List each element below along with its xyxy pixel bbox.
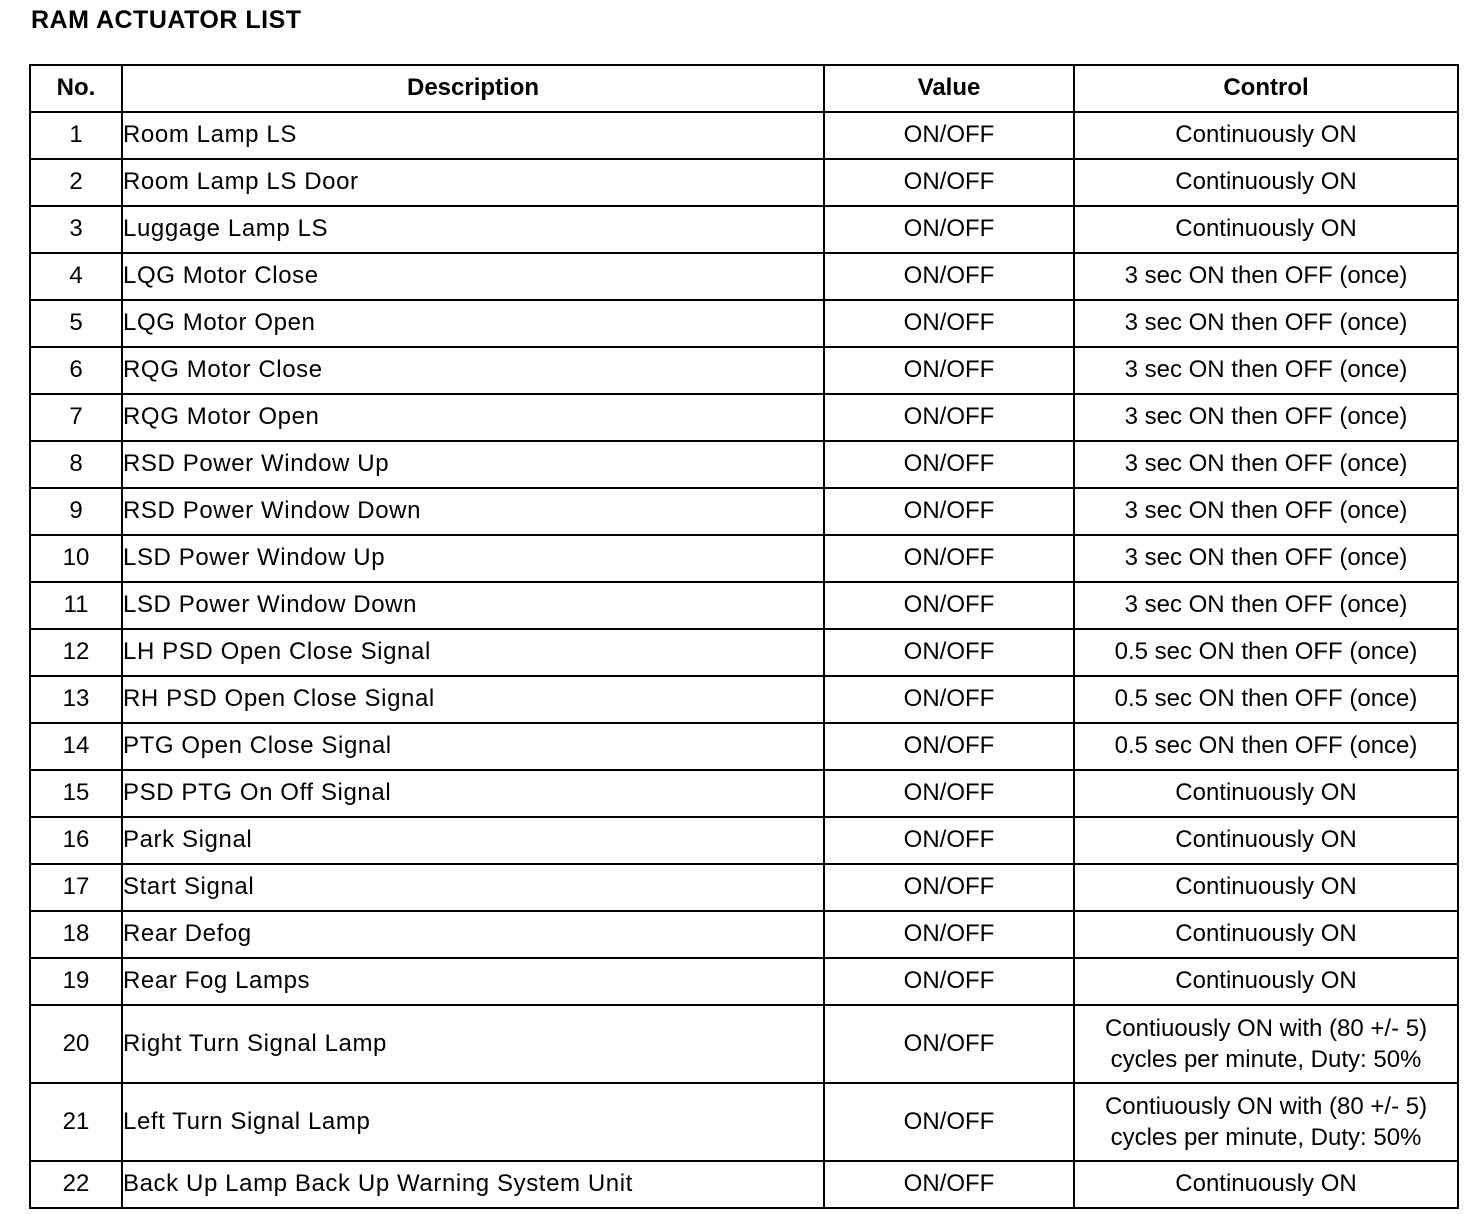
- row-control: 0.5 sec ON then OFF (once): [1074, 676, 1458, 723]
- row-number: 9: [30, 488, 122, 535]
- table-row: [30, 112, 1458, 159]
- row-value: ON/OFF: [824, 582, 1074, 629]
- row-value: ON/OFF: [824, 1161, 1074, 1208]
- row-number: 12: [30, 629, 122, 676]
- row-control: Continuously ON: [1074, 112, 1458, 159]
- row-number: 1: [30, 112, 122, 159]
- actuator-table: [29, 64, 1459, 1209]
- table-row: [30, 770, 1458, 817]
- row-control: 3 sec ON then OFF (once): [1074, 253, 1458, 300]
- row-number: 3: [30, 206, 122, 253]
- table-row: [30, 394, 1458, 441]
- row-description: RH PSD Open Close Signal: [122, 676, 824, 723]
- row-number: 15: [30, 770, 122, 817]
- row-value: ON/OFF: [824, 347, 1074, 394]
- row-control: Continuously ON: [1074, 206, 1458, 253]
- row-description: Rear Defog: [122, 911, 824, 958]
- row-value: ON/OFF: [824, 488, 1074, 535]
- row-control: [1074, 1005, 1458, 1083]
- row-description: PTG Open Close Signal: [122, 723, 824, 770]
- row-number: 21: [30, 1083, 122, 1161]
- header-no: No.: [30, 65, 122, 112]
- row-control-line: Contiuously ON with (80 +/- 5): [1104, 1014, 1428, 1042]
- table-row: [30, 911, 1458, 958]
- row-description: Luggage Lamp LS: [122, 206, 824, 253]
- row-description: RQG Motor Open: [122, 394, 824, 441]
- row-description: Park Signal: [122, 817, 824, 864]
- row-description: Room Lamp LS: [122, 112, 824, 159]
- row-control: 3 sec ON then OFF (once): [1074, 394, 1458, 441]
- table-row: [30, 676, 1458, 723]
- table-row: [30, 535, 1458, 582]
- row-value: ON/OFF: [824, 676, 1074, 723]
- table-row: [30, 723, 1458, 770]
- row-value: ON/OFF: [824, 112, 1074, 159]
- row-control: [1074, 1083, 1458, 1161]
- row-description: Room Lamp LS Door: [122, 159, 824, 206]
- row-description: RSD Power Window Up: [122, 441, 824, 488]
- row-number: 6: [30, 347, 122, 394]
- row-control-line: cycles per minute, Duty: 50%: [1110, 1046, 1422, 1073]
- row-control: Continuously ON: [1074, 1161, 1458, 1208]
- row-value: ON/OFF: [824, 253, 1074, 300]
- row-value: ON/OFF: [824, 958, 1074, 1005]
- row-number: 10: [30, 535, 122, 582]
- table-header-row: [30, 65, 1458, 112]
- row-number: 22: [30, 1161, 122, 1208]
- row-value: ON/OFF: [824, 300, 1074, 347]
- row-control: Continuously ON: [1074, 770, 1458, 817]
- row-number: 7: [30, 394, 122, 441]
- row-control: 3 sec ON then OFF (once): [1074, 300, 1458, 347]
- row-description: RQG Motor Close: [122, 347, 824, 394]
- row-number: 17: [30, 864, 122, 911]
- row-number: 11: [30, 582, 122, 629]
- row-description: LQG Motor Close: [122, 253, 824, 300]
- row-value: ON/OFF: [824, 817, 1074, 864]
- row-control-line: Contiuously ON with (80 +/- 5): [1104, 1092, 1428, 1120]
- row-control: 3 sec ON then OFF (once): [1074, 582, 1458, 629]
- row-description: Left Turn Signal Lamp: [122, 1083, 824, 1161]
- row-control: Continuously ON: [1074, 911, 1458, 958]
- row-value: ON/OFF: [824, 629, 1074, 676]
- row-number: 19: [30, 958, 122, 1005]
- row-description: PSD PTG On Off Signal: [122, 770, 824, 817]
- row-description: RSD Power Window Down: [122, 488, 824, 535]
- row-value: ON/OFF: [824, 441, 1074, 488]
- row-value: ON/OFF: [824, 770, 1074, 817]
- table-row: [30, 629, 1458, 676]
- row-control: 0.5 sec ON then OFF (once): [1074, 629, 1458, 676]
- row-value: ON/OFF: [824, 394, 1074, 441]
- row-value: ON/OFF: [824, 864, 1074, 911]
- row-value: ON/OFF: [824, 206, 1074, 253]
- row-control: Continuously ON: [1074, 159, 1458, 206]
- row-number: 20: [30, 1005, 122, 1083]
- row-number: 16: [30, 817, 122, 864]
- row-control-line: cycles per minute, Duty: 50%: [1110, 1124, 1422, 1151]
- row-description: LQG Motor Open: [122, 300, 824, 347]
- row-description: LSD Power Window Up: [122, 535, 824, 582]
- row-number: 8: [30, 441, 122, 488]
- row-value: ON/OFF: [824, 535, 1074, 582]
- table-row: [30, 300, 1458, 347]
- row-number: 14: [30, 723, 122, 770]
- row-number: 4: [30, 253, 122, 300]
- table-row: [30, 864, 1458, 911]
- row-number: 5: [30, 300, 122, 347]
- table-row: [30, 582, 1458, 629]
- row-control: 3 sec ON then OFF (once): [1074, 488, 1458, 535]
- table-row: [30, 958, 1458, 1005]
- row-description: Back Up Lamp Back Up Warning System Unit: [122, 1161, 824, 1208]
- table-row: [30, 159, 1458, 206]
- table-row: [30, 253, 1458, 300]
- table-row: [30, 206, 1458, 253]
- row-control: 3 sec ON then OFF (once): [1074, 441, 1458, 488]
- header-value: Value: [824, 65, 1074, 112]
- row-description: Rear Fog Lamps: [122, 958, 824, 1005]
- row-value: ON/OFF: [824, 723, 1074, 770]
- table-row: [30, 1161, 1458, 1208]
- table-row: [30, 1005, 1458, 1083]
- row-value: ON/OFF: [824, 1005, 1074, 1083]
- row-control: 3 sec ON then OFF (once): [1074, 347, 1458, 394]
- row-value: ON/OFF: [824, 159, 1074, 206]
- row-description: LH PSD Open Close Signal: [122, 629, 824, 676]
- table-row: [30, 1083, 1458, 1161]
- row-control: Continuously ON: [1074, 958, 1458, 1005]
- row-number: 18: [30, 911, 122, 958]
- row-description: Right Turn Signal Lamp: [122, 1005, 824, 1083]
- row-number: 13: [30, 676, 122, 723]
- row-control: Continuously ON: [1074, 864, 1458, 911]
- row-description: Start Signal: [122, 864, 824, 911]
- table-row: [30, 441, 1458, 488]
- table-row: [30, 817, 1458, 864]
- row-control: 0.5 sec ON then OFF (once): [1074, 723, 1458, 770]
- table-row: [30, 488, 1458, 535]
- header-description: Description: [122, 65, 824, 112]
- row-control: Continuously ON: [1074, 817, 1458, 864]
- row-value: ON/OFF: [824, 911, 1074, 958]
- row-number: 2: [30, 159, 122, 206]
- row-description: LSD Power Window Down: [122, 582, 824, 629]
- row-value: ON/OFF: [824, 1083, 1074, 1161]
- page-title: RAM ACTUATOR LIST: [31, 6, 302, 34]
- table-row: [30, 347, 1458, 394]
- row-control: 3 sec ON then OFF (once): [1074, 535, 1458, 582]
- header-control: Control: [1074, 65, 1458, 112]
